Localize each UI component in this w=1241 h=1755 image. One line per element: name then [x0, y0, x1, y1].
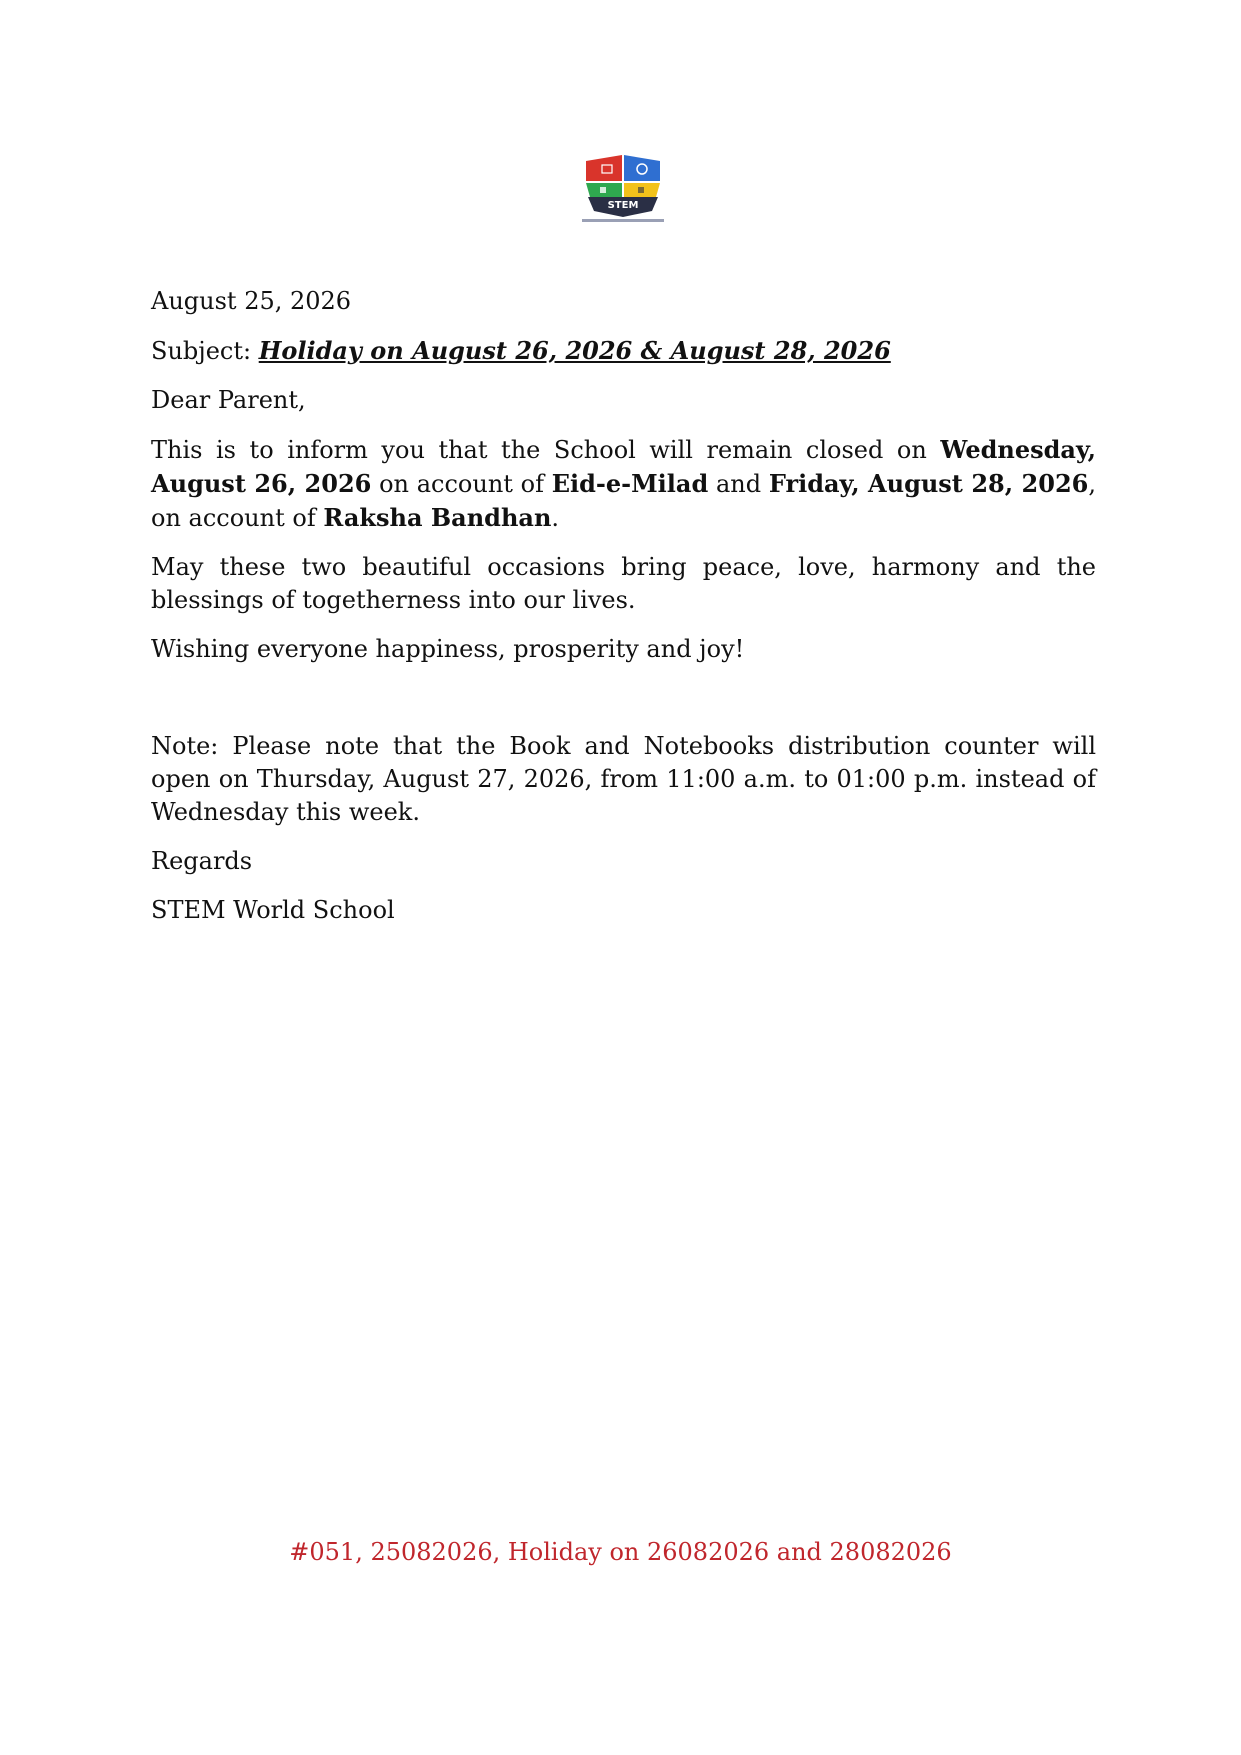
holiday-date-1: Wednesday, August 26, 2026: [151, 435, 1096, 498]
para-text: on account of: [371, 470, 552, 498]
wishes-paragraph: May these two beautiful occasions bring peace, love, harmony and the blessings of togetherness into our lives.: [151, 553, 1096, 614]
greeting-paragraph: Wishing everyone happiness, prosperity and joy!: [151, 635, 745, 663]
letter-date: August 25, 2026: [151, 287, 352, 315]
closing: Regards: [151, 847, 253, 875]
para-text: , on account of: [151, 470, 1096, 532]
subject-label: Subject:: [151, 337, 259, 365]
letter-body: [151, 285, 1096, 927]
spacer: [151, 682, 1096, 730]
occasion-2: Raksha Bandhan: [323, 503, 552, 532]
announcement-paragraph: [151, 433, 1096, 535]
subject-text: Holiday on August 26, 2026 & August 28, 2026: [258, 336, 891, 365]
holiday-date-2: Friday, August 28, 2026: [768, 469, 1089, 498]
occasion-1: Eid-e-Milad: [551, 469, 709, 498]
signature: STEM World School: [151, 896, 395, 924]
stem-shield-logo-icon: [578, 153, 668, 223]
note-paragraph: Note: Please note that the Book and Notebooks distribution counter will open on Thursday, August 27, 2026, from 11:00 a.m. to 01:00 p.m. instead of Wednesday this week.: [151, 732, 1096, 826]
school-logo: [578, 153, 668, 223]
svg-text:STEM: STEM: [607, 200, 639, 211]
letter-subject: [151, 334, 1096, 368]
para-text: This is to inform you that the School will remain closed on: [151, 436, 941, 464]
para-text: and: [708, 470, 769, 498]
para-text: .: [551, 504, 560, 532]
reference-footer: #051, 25082026, Holiday on 26082026 and 28082026: [289, 1538, 952, 1566]
salutation: Dear Parent,: [151, 386, 306, 414]
